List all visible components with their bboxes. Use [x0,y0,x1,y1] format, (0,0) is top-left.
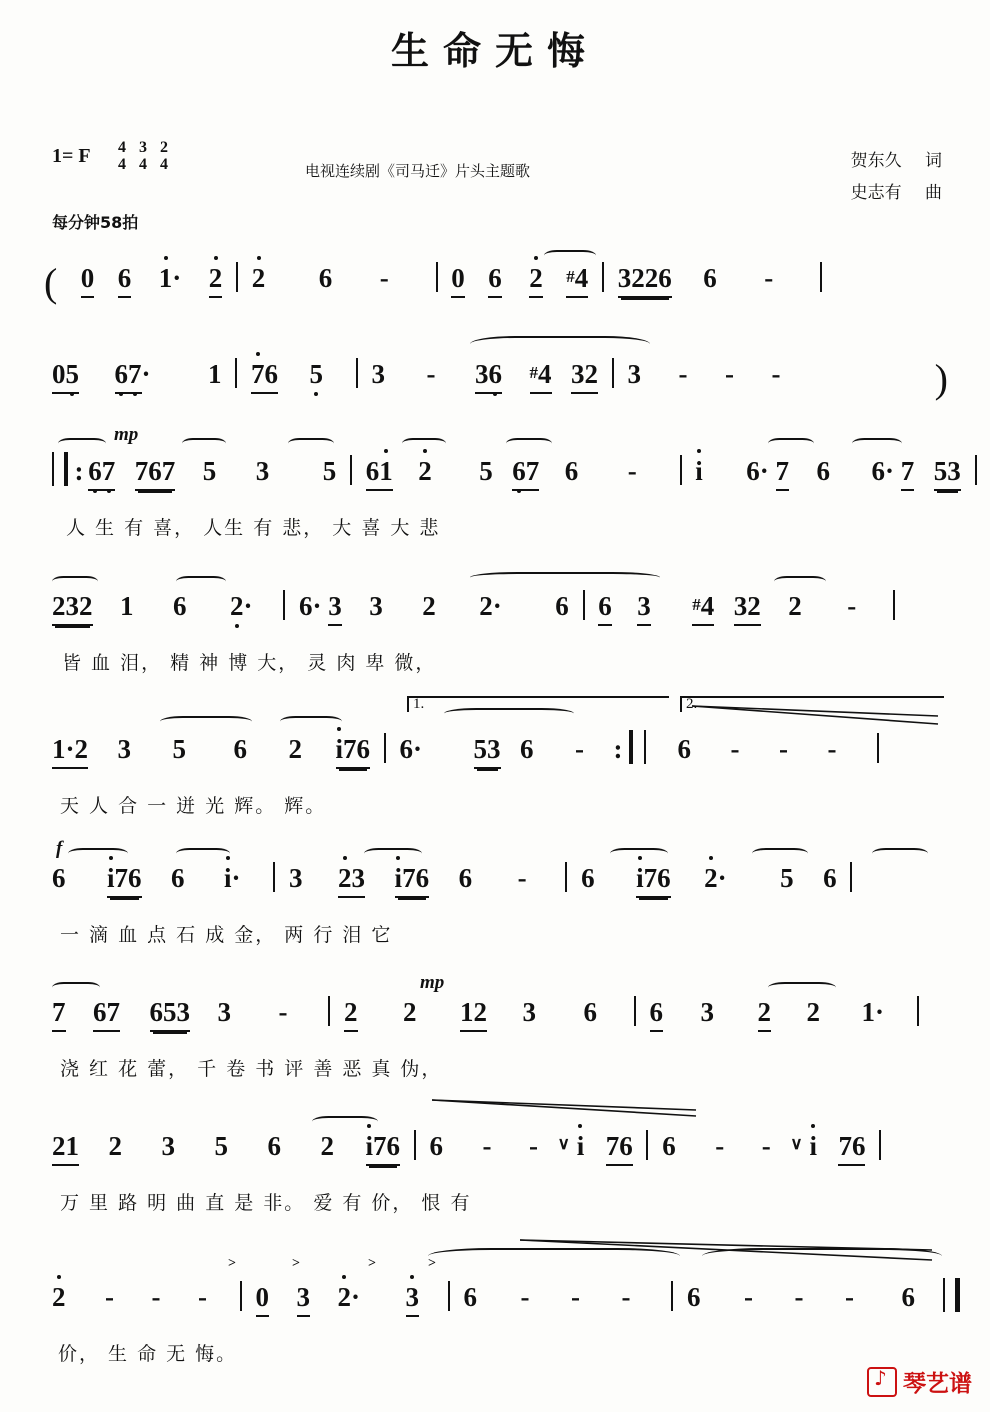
music-system-6 [52,838,942,947]
credit-composer-name: 史志有 [850,183,902,204]
repeat-barline-thick [52,452,54,486]
note: 6 [488,263,502,298]
note: 1· [861,997,885,1027]
note: i [695,456,703,486]
note-sharp-4: #4 [692,591,714,626]
note: 2 [788,591,802,621]
lyrics-line-5: 天 人 合 一 迸 光 辉。 辉。 [60,795,327,817]
music-system-9 [52,1256,942,1366]
note: 1 [158,263,173,293]
note: 2 [251,263,266,293]
note: 3 [161,1131,175,1161]
music-system-5 [52,696,942,818]
barline [820,262,822,292]
music-system-2 [52,356,948,401]
barline [356,358,358,388]
accent-row: > [292,1256,300,1271]
rest-dash: - [517,863,527,893]
note: 7 [901,456,915,491]
note: 6 [598,591,612,626]
barline [646,1130,648,1160]
tie [402,438,446,449]
note: 6 [677,734,692,764]
note-group: 76 [251,359,278,394]
lyrics-line-6: 一 滴 血 点 石 成 金， 两 行 泪 它 [60,924,393,946]
tempo-marking: 每分钟58拍 [52,213,139,232]
music-note-logo-icon [867,1367,897,1397]
note: 5 [322,456,337,486]
repeat-barline [629,730,633,764]
rest-dash: - [379,263,389,293]
barline [236,262,238,292]
note: 2 [422,591,436,621]
note-group: 76 [838,1131,865,1166]
rest-dash: - [198,1282,207,1312]
meter-1 [118,140,126,174]
rest-dash: - [779,734,789,764]
note-group: 32 [734,591,761,626]
note: 6 [564,456,579,486]
page-title: 生命无悔 [390,29,599,73]
barline [850,862,852,892]
slur [470,336,650,352]
note-group: 53 [934,456,961,491]
note: 2 [704,863,718,893]
note: 6 [650,997,664,1032]
note-group: 53 [474,734,501,769]
rest-dash: - [571,1282,581,1312]
tie [610,848,668,859]
note: 2 [108,1131,122,1161]
rest-dash: - [730,734,740,764]
rest-dash: - [529,1131,539,1161]
note: 3 [289,863,303,893]
rest-dash: - [715,1131,725,1161]
hairpin-crescendo-icon [432,1096,700,1118]
tie [768,438,814,449]
watermark [867,1365,972,1398]
barline [975,455,977,485]
tie [52,576,98,587]
note: 6 [233,734,248,764]
note: i [224,863,232,893]
notation-line-2: 05 67· 1 76 5 3 - 36 #4 32 3 - - - ) [52,358,942,394]
meter-group [118,140,168,174]
barline [879,1130,881,1160]
note: i [809,1131,817,1161]
tie [444,708,574,719]
tie [544,250,596,261]
barline [893,590,895,620]
note-accent: 2 [337,1282,351,1312]
tie [364,848,422,859]
note-group: 36 [475,359,502,394]
note: 5 [309,359,324,389]
final-barline-thick [955,1278,960,1312]
note: 0 [451,263,465,298]
note: 2 [344,997,358,1032]
note: 6 [581,863,595,893]
repeat-dots-icon: : [613,734,623,764]
note: 5 [202,456,217,486]
note-group: 67 [88,456,115,491]
note: 1 [208,359,222,389]
note-group: 61 [366,456,393,491]
note: 5 [780,863,794,893]
note-group: i76 [636,863,671,898]
rest-dash: - [621,1282,631,1312]
note-accent: 3 [406,1282,420,1317]
rest-dash: - [827,734,837,764]
tie [852,438,902,449]
repeat-barline [64,452,68,486]
lyrics-line-4: 皆 血 泪， 精 神 博 大， 灵 肉 卑 微， [62,652,437,674]
rest-dash: - [794,1282,804,1312]
note: 2 [758,997,772,1032]
note: 6· [746,456,769,486]
note: 6 [458,863,473,893]
barline [328,996,330,1026]
note: 2 [288,734,303,764]
barline [583,590,585,620]
music-system-1 [44,260,942,305]
barline [877,733,879,763]
note: 6 [171,863,185,893]
rest-dash: - [744,1282,754,1312]
accent-row: > [368,1256,376,1271]
tie [774,576,826,587]
tie [176,848,230,859]
ending-2-label: 2. [686,696,698,712]
barline [240,1281,242,1311]
credit-lyricist-role: 词 [925,151,942,171]
subtitle: 电视连续剧《司马迁》片头主题歌 [305,162,531,180]
breath-mark-icon: ∨ [557,1134,570,1153]
breath-mark-icon: ∨ [790,1134,803,1153]
note: 6· [871,456,895,486]
tie [312,1116,378,1127]
notation-line-9: 2 - - - 0 3 2· 3 6 - - - 6 - - - 6 > > > > [52,1278,942,1317]
note: 1 [120,591,134,621]
rest-dash: - [520,1282,530,1312]
meter-1-numerator: 4 [118,139,126,156]
dynamic-f: f [56,838,63,859]
meter-3-numerator: 2 [160,139,168,156]
note: 3 [627,359,642,389]
credit-composer [851,177,942,209]
note: 3 [637,591,651,626]
barline [350,455,352,485]
tie [68,848,128,859]
notation-line-6: 6 i76 6 i· 3 23 i76 6 - 6 i76 2· 5 6 [52,862,942,898]
note: 3 [522,997,536,1027]
credit-lyricist-name: 贺东久 [850,151,902,171]
hairpin-decrescendo-icon [692,704,942,726]
lyrics-line-3: 人 生 有 喜， 人生 有 悲， 大 喜 大 悲 [66,517,441,539]
rest-dash: - [575,734,585,764]
watermark-label: 琴艺谱 [903,1371,972,1397]
note: 3 [328,591,342,626]
tie [176,576,226,587]
note: 6 [52,863,66,893]
rest-dash: - [847,591,857,621]
note: 7 [52,997,66,1032]
note-group: 76 [606,1131,633,1166]
barline [414,1130,416,1160]
music-system-7 [52,972,942,1081]
dynamic-mp: mp [114,424,139,445]
notation-line-5 [52,730,942,769]
meter-1-denominator: 4 [118,155,126,173]
notation-line-8 [52,1130,942,1166]
note: 6 [267,1131,281,1161]
lyrics-line-8: 万 里 路 明 曲 直 是 非。 爱 有 价， 恨 有 [60,1192,472,1214]
note-group: 1·2 [52,734,88,769]
final-barline-thin [943,1278,945,1312]
meter-2-numerator: 3 [139,139,147,156]
barline [917,996,919,1026]
note: 5 [479,456,493,486]
tie [288,438,334,449]
note-group: i76 [107,863,142,898]
note: 3 [255,456,270,486]
meter-3-denominator: 4 [160,155,168,173]
repeat-barline-thin [644,730,646,764]
note-sharp-4: #4 [530,359,552,394]
rest-dash: - [764,263,774,293]
tie [182,438,226,449]
meter-3 [160,140,168,174]
rest-dash: - [105,1282,114,1312]
note-group: 23 [338,863,365,898]
tie [58,438,106,449]
meter-2 [139,140,147,174]
accent-row: > [428,1256,436,1271]
note-group: 232 [52,591,93,626]
note-group: i76 [336,734,371,769]
note: 2 [418,456,432,486]
meter-2-denominator: 4 [139,155,147,173]
barline [565,862,567,892]
note: 2 [529,263,543,298]
note: 6 [555,591,569,621]
note: 6 [703,263,717,293]
ending-1-label: 1. [413,696,425,712]
note: 6 [429,1131,444,1161]
note: 6 [173,591,187,621]
note-group: i76 [366,1131,401,1166]
note: 6 [583,997,597,1027]
note: 2 [230,591,244,621]
note: 2 [52,1282,66,1312]
note: 5 [172,734,187,764]
lyrics-line-7: 浇 红 花 蕾， 千 卷 书 评 善 恶 真 伪， [60,1058,443,1080]
lyrics-line-9: 价， 生 命 无 悔。 [58,1343,238,1365]
note: 3 [700,997,714,1027]
hairpin-long-decrescendo-icon [520,1236,940,1266]
note-group: 32 [571,359,598,394]
rest-dash: - [278,997,288,1027]
note: 6 [687,1282,701,1312]
rest-dash: - [627,456,637,486]
note: 2 [403,997,417,1027]
tie [160,716,252,727]
tie [506,438,552,449]
barline [448,1281,450,1311]
note: 3 [371,359,386,389]
tie [470,572,660,583]
note: 2· [479,591,502,621]
note: 0 [256,1282,270,1317]
rest-dash: - [151,1282,161,1312]
repeat-dots-icon: : [74,456,84,486]
close-paren: ) [934,356,948,401]
barline [602,262,604,292]
note-accent: 6 [463,1282,478,1312]
note: 3 [117,734,132,764]
barline [612,358,614,388]
note: 6· [399,734,423,764]
rest-dash: - [426,359,436,389]
note-group: 67 [93,997,120,1032]
music-system-3 [52,424,961,540]
note: 2 [806,997,820,1027]
note-group: i76 [395,863,430,898]
rest-dash: - [771,359,781,389]
note: 6 [823,863,837,893]
note: 6· [299,591,322,621]
note: 5 [214,1131,228,1161]
note-group: 3226 [618,263,672,298]
note: 6 [520,734,534,764]
open-paren: ( [44,260,58,305]
note: 2 [209,263,223,298]
rest-dash: - [761,1131,771,1161]
credit-lyricist [851,145,942,177]
note-group: 67 [115,359,142,394]
credit-composer-role: 曲 [925,183,942,204]
note: 7 [776,456,790,491]
barline [680,455,682,485]
barline [384,733,386,763]
note: 3 [369,591,383,621]
tie [872,848,928,859]
note: i [576,1131,585,1161]
barline [283,590,285,620]
note-group: 21 [52,1131,79,1166]
note: 6 [318,263,333,293]
notation-line-4: 232 1 6 2· 6· 3 3 2 2· 6 6 3 #4 32 2 - [52,590,942,626]
tie [280,716,342,727]
note: 3 [217,997,231,1027]
note: 6 [662,1131,676,1161]
tie [752,848,808,859]
note-group: 05 [52,359,79,394]
accent-row: > [228,1256,236,1271]
notation-line-7 [52,996,942,1032]
credits [851,145,942,210]
tie [768,982,836,993]
note-accent: 3 [297,1282,311,1317]
note-group: 67 [512,456,539,491]
note-group: 12 [460,997,487,1032]
music-system-4 [52,590,942,675]
rest-dash: - [845,1282,855,1312]
note-group: 767 [135,456,176,491]
note: 2 [320,1131,334,1161]
note-sharp-4: #4 [566,263,588,298]
note: 0 [81,263,95,298]
note: 6 [901,1282,916,1312]
note-group: 653 [150,997,191,1032]
note: 6 [118,263,132,298]
barline [273,862,275,892]
rest-dash: - [678,359,688,389]
notation-line-3 [52,452,961,491]
music-system-8 [52,1130,942,1215]
barline [436,262,438,292]
note: 6 [816,456,831,486]
rest-dash: - [725,359,735,389]
dynamic-mp-2: mp [420,972,445,993]
rest-dash: - [482,1131,492,1161]
barline [634,996,636,1026]
tie [52,982,100,993]
barline [235,358,237,388]
notation-line-1: ( 0 6 1· 2 2 6 - 0 6 2 #4 3226 6 - [52,262,942,298]
barline [671,1281,673,1311]
key-signature: 1= F [52,145,91,167]
